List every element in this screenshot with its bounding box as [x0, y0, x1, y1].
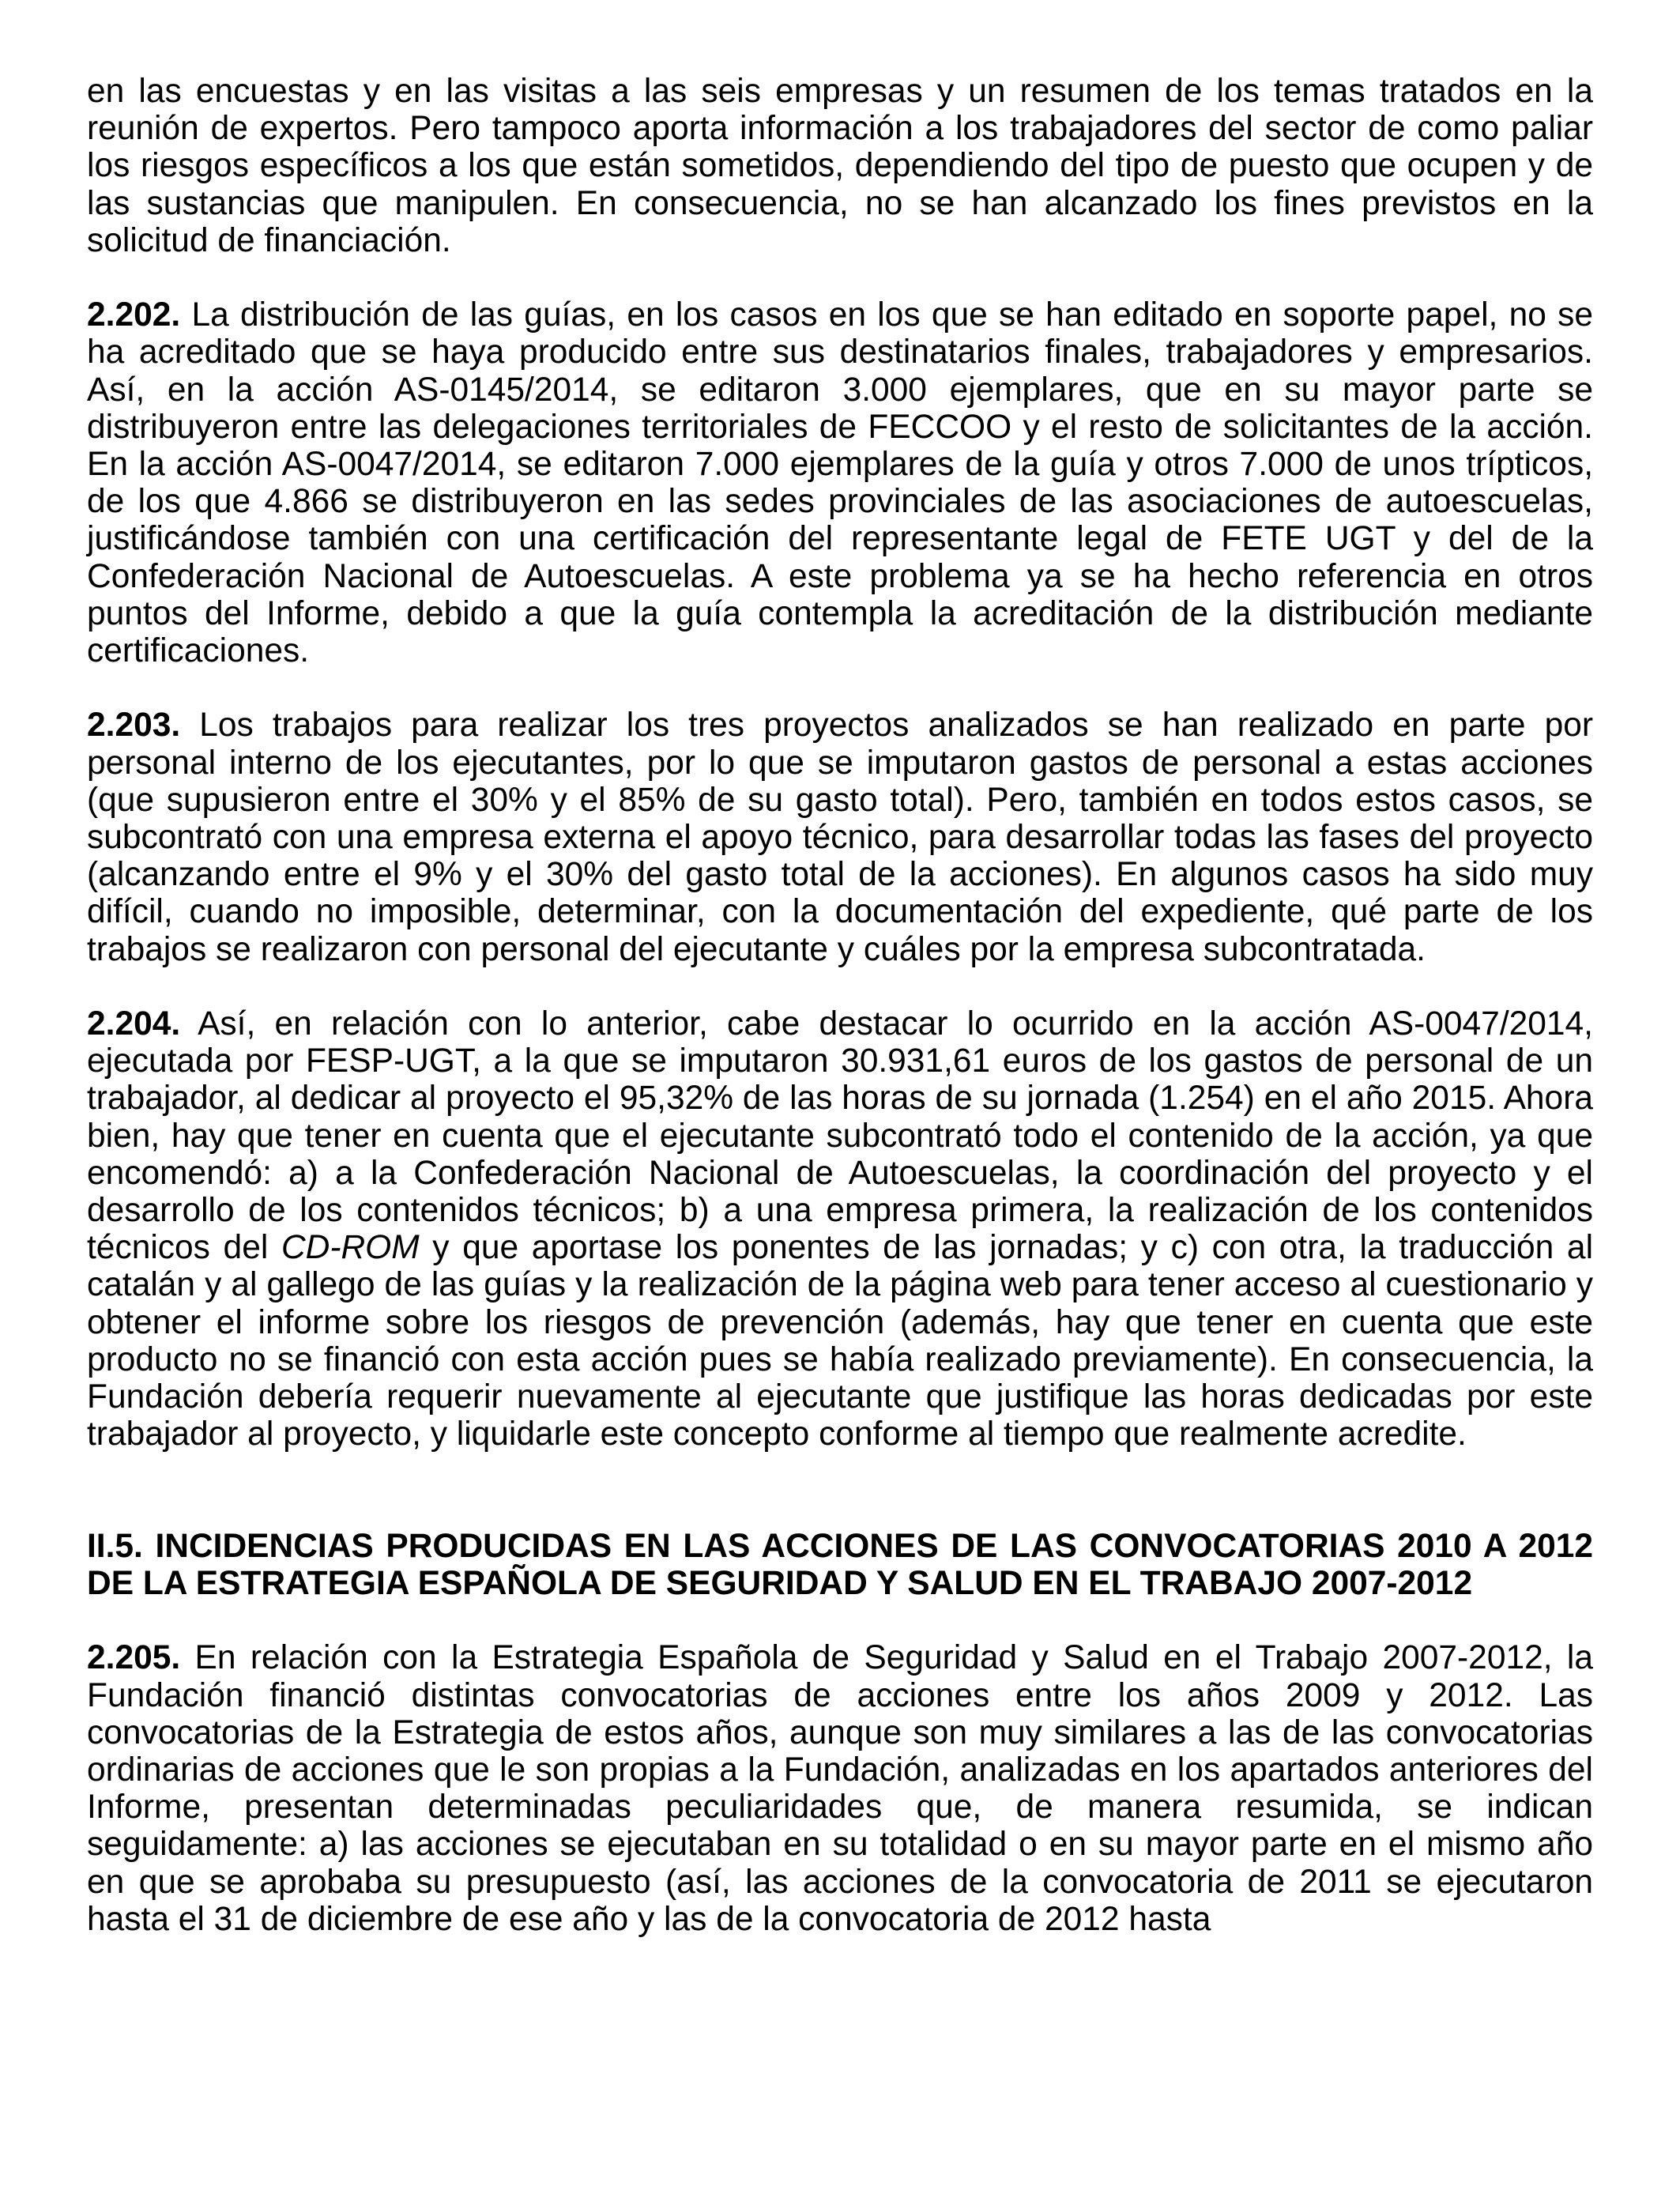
- paragraph-gap: [87, 259, 1593, 296]
- paragraph-gap: [87, 1602, 1593, 1639]
- paragraph-text: y que aportase los ponentes de las jornadas; y c) con otra, la traducción al catalán y al gallego de las guías y la realización de la página web para tener acceso al cuestionario y obtener el informe sobre los riesgos de prevención (además, hay que tener en cuenta que este producto no se financió con esta acción pues se había realizado previamente). En consecuencia, la Fundación debería requerir nuevamente al ejecutante que justifique las horas dedicadas por este trabajador al proyecto, y liquidarle este concepto conforme al tiempo que realmente acredite.: [87, 1229, 1594, 1453]
- paragraph-text: en las encuestas y en las visitas a las seis empresas y un resumen de los temas tratados en la reunión de expertos. Pero tampoco aporta información a los trabajadores del sector de como paliar los riesgos específicos a los que están sometidos, dependiendo del tipo de puesto que ocupen y de las sustancias que manipulen. En consecuencia, no se han alcanzado los fines previstos en la solicitud de financiación.: [87, 73, 1593, 259]
- paragraph-text: Los trabajos para realizar los tres proyectos analizados se han realizado en parte por personal interno de los ejecutantes, por lo que se imputaron gastos de personal a estas acciones (que supusieron entre el 30% y el 85% de su gasto total). Pero, también en todos estos casos, se subcontrató con una empresa externa el apoyo técnico, para desarrollar todas las fases del proyecto (alcanzando entre el 9% y el 30% del gasto total de la acciones). En algunos casos ha sido muy difícil, cuando no imposible, determinar, con la documentación del expediente, qué parte de los trabajos se realizaron con personal del ejecutante y cuáles por la empresa subcontratada.: [87, 707, 1593, 968]
- paragraph-number: 2.202.: [87, 296, 181, 334]
- paragraph-2-203: [87, 707, 1593, 967]
- italic-term: CD-ROM: [281, 1229, 420, 1267]
- paragraph-continuation: [87, 73, 1593, 259]
- document-page: [87, 73, 1593, 1938]
- paragraph-2-204: [87, 1005, 1593, 1453]
- paragraph-number: 2.204.: [87, 1005, 181, 1043]
- paragraph-2-202: [87, 296, 1593, 669]
- paragraph-number: 2.205.: [87, 1639, 181, 1677]
- paragraph-gap: [87, 968, 1593, 1005]
- paragraph-text: La distribución de las guías, en los casos en los que se han editado en soporte papel, no se ha acreditado que se haya producido entre sus destinatarios finales, trabajadores y empresarios. Así, en la acción AS-0145/2014, se editaron 3.000 ejemplares, que en su mayor parte se distribuyeron entre las delegaciones territoriales de FECCOO y el resto de solicitantes de la acción. En la acción AS-0047/2014, se editaron 7.000 ejemplares de la guía y otros 7.000 de unos trípticos, de los que 4.866 se distribuyeron en las sedes provinciales de las asociaciones de autoescuelas, justificándose también con una certificación del representante legal de FETE UGT y del de la Confederación Nacional de Autoescuelas. A este problema ya se ha hecho referencia en otros puntos del Informe, debido a que la guía contempla la acreditación de la distribución mediante certificaciones.: [87, 296, 1593, 670]
- paragraph-text: Así, en relación con lo anterior, cabe destacar lo ocurrido en la acción AS-0047/2014, ejecutada por FESP-UGT, a la que se imputaron 30.931,61 euros de los gastos de personal de un trabajador, al dedicar al proyecto el 95,32% de las horas de su jornada (1.254) en el año 2015. Ahora bien, hay que tener en cuenta que el ejecutante subcontrató todo el contenido de la acción, ya que encomendó: a) a la Confederación Nacional de Autoescuelas, la coordinación del proyecto y el desarrollo de los contenidos técnicos; b) a una empresa primera, la realización de los contenidos técnicos del: [87, 1005, 1593, 1267]
- section-gap: [87, 1453, 1593, 1527]
- section-heading: II.5. INCIDENCIAS PRODUCIDAS EN LAS ACCIONES DE LAS CONVOCATORIAS 2010 A 2012 DE LA ESTRATEGIA ESPAÑOLA DE SEGURIDAD Y SALUD EN EL TRABAJO 2007-2012: [87, 1527, 1593, 1603]
- paragraph-gap: [87, 669, 1593, 707]
- paragraph-number: 2.203.: [87, 707, 181, 745]
- paragraph-2-205: [87, 1639, 1593, 1938]
- paragraph-text: En relación con la Estrategia Española de Seguridad y Salud en el Trabajo 2007-2012, la Fundación financió distintas convocatorias de acciones entre los años 2009 y 2012. Las convocatorias de la Estrategia de estos años, aunque son muy similares a las de las convocatorias ordinarias de acciones que le son propias a la Fundación, analizadas en los apartados anteriores del Informe, presentan determinadas peculiaridades que, de manera resumida, se indican seguidamente: a) las acciones se ejecutaban en su totalidad o en su mayor parte en el mismo año en que se aprobaba su presupuesto (así, las acciones de la convocatoria de 2011 se ejecutaron hasta el 31 de diciembre de ese año y las de la convocatoria de 2012 hasta: [87, 1639, 1593, 1938]
